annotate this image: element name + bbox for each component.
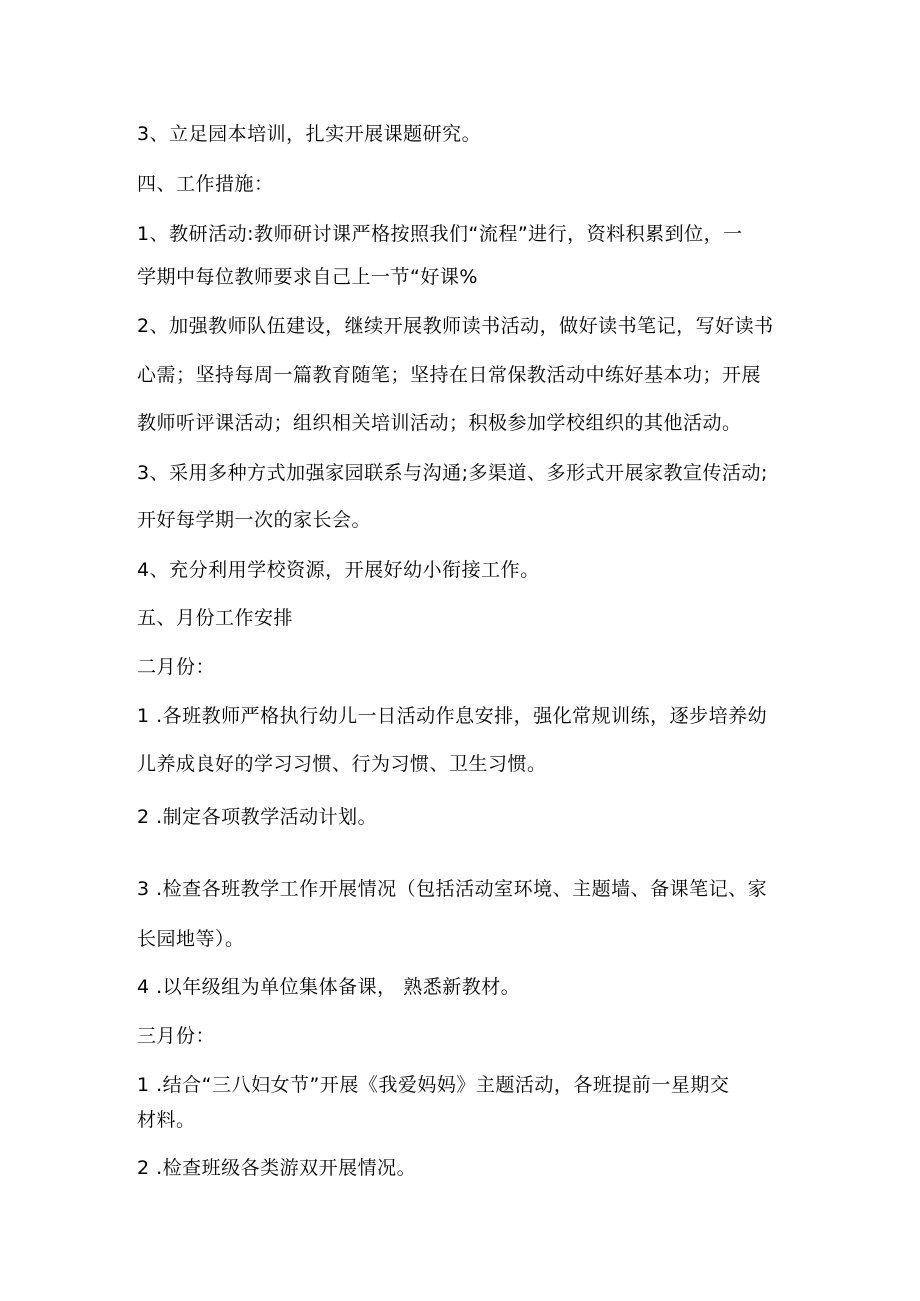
text-line: 材料。 <box>137 1109 196 1131</box>
month-heading: 二月份： <box>137 656 216 678</box>
section-heading: 五、月份工作安排 <box>137 607 294 629</box>
text-line: 1 .各班教师严格执行幼儿一日活动作息安排，强化常规训练，逐步培养幼 <box>137 705 768 727</box>
text-line: 1、教研活动:教师研讨课严格按照我们“流程”进行，资料积累到位，一 <box>137 223 743 245</box>
text-line: 3、立足园本培训，扎实开展课题研究。 <box>137 123 482 145</box>
text-line: 4 .以年级组为单位集体备课， 熟悉新教材。 <box>137 976 521 998</box>
text-line: 2 .检查班级各类游双开展情况。 <box>137 1157 417 1179</box>
text-line: 长园地等）。 <box>137 928 245 950</box>
text-line: 2、加强教师队伍建设，继续开展教师读书活动，做好读书笔记，写好读书 <box>137 315 774 337</box>
text-line: 4、充分利用学校资源，开展好幼小衔接工作。 <box>137 559 540 581</box>
text-line: 3 .检查各班教学工作开展情况（包括活动室环境、主题墙、备课笔记、家 <box>137 878 768 900</box>
text-line: 1 .结合“三八妇女节”开展《我爱妈妈》主题活动，各班提前一星期交 <box>137 1074 730 1096</box>
text-line: 3、采用多种方式加强家园联系与沟通;多渠道、多形式开展家教宣传活动; <box>137 462 768 484</box>
text-line: 教师听评课活动；组织相关培训活动；积极参加学校组织的其他活动。 <box>137 412 742 434</box>
text-line: 2 .制定各项教学活动计划。 <box>137 806 378 828</box>
text-line: 开好每学期一次的家长会。 <box>137 509 372 531</box>
text-line: 心需；坚持每周一篇教育随笔；坚持在日常保教活动中练好基本功；开展 <box>137 364 762 386</box>
text-line: 学期中每位教师要求自己上一节“好课% <box>137 266 478 288</box>
text-line: 儿养成良好的学习习惯、行为习惯、卫生习惯。 <box>137 753 547 775</box>
month-heading: 三月份： <box>137 1025 216 1047</box>
section-heading: 四、工作措施： <box>137 173 274 195</box>
